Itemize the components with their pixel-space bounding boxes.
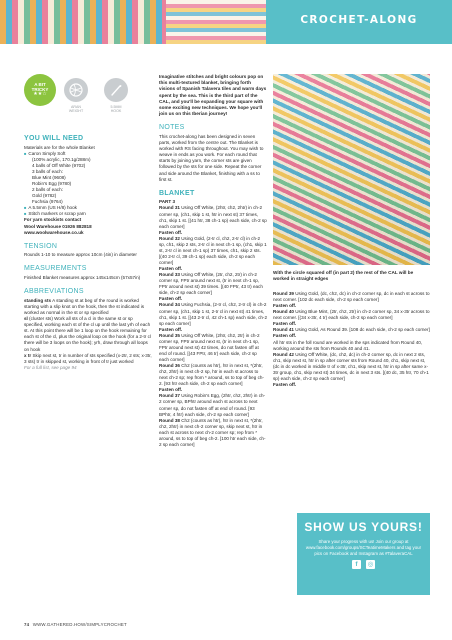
pattern-round: Fasten off. xyxy=(159,266,183,272)
pattern-round: Round 35 Using Off White, (2htr, ch2, 2tr) in ch-2 corner sp, FPtr around next st, (tr in next ch-1 sp, FPtr around next st) 42 times, do not fasten off at end of round. [(43 FPtr, 46 tr) each side, ch-2 sp each corner] xyxy=(159,332,260,363)
pattern-round: Fasten off. xyxy=(159,387,183,393)
pattern-round: Fasten off. xyxy=(159,229,183,235)
instagram-icon[interactable]: ◎ xyxy=(367,561,374,569)
pattern-round: Round 31 Using Off White, (2htr, ch2, 2htr) in ch-2 corner sp, (ch1, skip 1 st, htr in next st) 37 times, ch1, skip 1 st. [(41 htr, 38 ch-1 sp) each side, ch-2 sp each corner] xyxy=(159,205,267,229)
info-badges xyxy=(24,74,144,120)
page-number: 74 xyxy=(24,622,30,627)
pattern-round: Round 33 Using Off White, (2tr, ch2, 2tr) in ch-2 corner sp, FPtr around next st, (tr in next ch-1 sp, FPtr around next st) 39 times. [(40 FPtr, 43 tr) each side, ch-2 sp each corner] xyxy=(159,272,263,296)
pattern-round: Round 39 Using Gold, (dc, ch2, dc) in ch-2 corner sp, dc in each st across to next corner. [102 dc each side, ch-2 sp each corner] xyxy=(273,291,430,303)
facebook-icon[interactable]: f xyxy=(352,560,361,569)
pattern-round: Fasten off. xyxy=(273,381,297,387)
page-title: CROCHET-ALONG xyxy=(300,14,418,26)
pattern-rounds xyxy=(159,205,267,448)
pattern-round: Fasten off. xyxy=(159,326,183,332)
pattern-round: Round 34 Using Fuchsia, (2-tr cl, ch2, 2-tr cl) in ch-2 corner sp, (ch1, skip 1 st, 2-tr cl in next st) 41 times, ch1, skip 1 st. [(43 2-tr cl, 42 ch-1 sp) each side, ch-2 sp each corner] xyxy=(159,302,268,326)
photo-caption: With the circle squared off (in part 2) the rest of the CAL will be worked in straight edges xyxy=(273,270,414,282)
you-will-need-heading: YOU WILL NEED xyxy=(24,135,84,142)
stockist-name: Wool Warehouse 01926 882818 xyxy=(24,223,92,229)
pattern-round: Fasten off. xyxy=(273,333,297,339)
abbr-cluster: sl (cluster sts) Work all sts of a cl in the same st or sp specified, working each st of the cl up until the last yrh of each st. At this point there will be 1 loop on the hook remaining for each st of the cl, plus the original loop on the hook (for a 2-tr cl there will be 3 loops on the hook); yrh, draw through all loops on hook xyxy=(24,316,151,352)
pattern-round: Round 42 Using Off White, (dc, ch2, dc) in ch-2 corner sp, dc in next 2 sts, ch1, skip next st, htr in sp after corner sts from Round 40, ch1, skip next st, (dc in dc worked in middle tr of x-3tr, ch1, skip next st, htr in sp after same x-3tr group, ch1, skip next st) 34 times, dc in next 3 sts. [(40 dc, 35 htr, 70 ch-1 sp) each side, ch-2 sp each corner] xyxy=(273,351,429,381)
middle-column xyxy=(159,74,267,448)
right-column xyxy=(273,291,430,388)
abbr-standing: standing sts A standing st at beg of the round is worked starting with a slip knot on the hook, then the st indicated is worked as normal in the st or sp specified xyxy=(24,298,145,316)
left-column: YOU WILL NEED Materials are for the whole Blanket ■ Caron Simply Soft (100% acrylic, 170.1g/288m) 4 balls of Off White (9702) 3 balls of each: Blue Mint (9608) Robin's Egg (9780) 2 balls of each: Gold (9782) Fuchsia (9764) ■ A 5.5mm (US H/8) hook ■ Stitch markers or scrap yarn For yarn stockists contact Wool Warehouse 01926 882818 www.woolwarehouse.co.uk TENSION Rounds 1-10 to measure approx 10cm (4in) in diameter MEASUREMENTS Finished Blanket measures approx 145x145cm (57x57in) ABBREVIATIONS standing sts A standing st at beg of the round is worked starting with a slip knot on the hook, then the st indicated is worked as normal in the st or sp specified sl (cluster sts) Work all sts of a cl in the same st or sp specified, working each st of the cl up until the last yrh of each st. At this point there will be 1 loop on the hook remaining for each st of the cl, plus the original loop on the hook (for a 2-tr cl there will be 3 loops on the hook); yrh, draw through all loops on hook x tr Skip next st, tr in number of sts specified (x-2tr, 2 sts; x-3tr, 3 sts) tr in skipped st, working in front of tr just worked For a full list, see page 94 xyxy=(24,134,152,371)
markers-item: ■ Stitch markers or scrap yarn xyxy=(24,211,152,217)
pattern-round: All htr sts in the foll round are worked in the sps indicated from Round 40, working around the sts from Rounds 40 and 41. xyxy=(273,339,423,351)
abbreviations-heading: ABBREVIATIONS xyxy=(24,288,84,296)
yarn-weight-label: ARAN WEIGHT xyxy=(68,105,84,114)
pattern-round: Round 37 Using Robin's Egg, (2htr, ch2, 2htr) in ch-2 corner sp, BPhtr around each st across to next corner sp, do not fasten off at end of round. [93 BPhtr, 4 htr) each side, ch-2 sp each corner] xyxy=(159,393,266,417)
blanket-stripe-photo xyxy=(0,0,166,44)
full-list-note: For a full list, see page 94 xyxy=(24,364,77,370)
blanket-photo xyxy=(273,74,430,265)
notes-text: This crochet-along has been designed in seven parts, worked from the centre out. The Blanket is worked with RS facing throughout. You may wish to weave in ends as you work. For each round that starts by joining yarn, the corner sts are given followed by the sts for one side. Repeat the corner and side around the Blanket, finishing with a ss to first st. xyxy=(159,134,264,182)
pattern-round: Round 36 Ch2 (counts as htr), htr in next st, *(2htr, ch2, 2htr) in next ch-2 sp, htr in each st across to next ch-2 sp; rep from * around, ss to top of beg ch-2. [93 htr each side, ch-2 sp each corner] xyxy=(159,363,264,387)
stockist-website: www.woolwarehouse.co.uk xyxy=(24,229,84,235)
skill-level-badge: A BIT TRICKY ★★☆ xyxy=(24,74,56,106)
hook-size-label: 5.5MM HOOK xyxy=(110,105,122,114)
header-banner xyxy=(0,0,452,44)
social-icons xyxy=(297,560,430,569)
show-us-text: Share your progress with us! Join our group at www.facebook.com/groups/SCTeatimeMakers and tag your pics on Facebook and Instagram as #TalaveraCAL xyxy=(305,538,422,557)
pattern-round: Fasten off. xyxy=(273,303,297,309)
hook-item: ■ A 5.5mm (US H/8) hook xyxy=(24,205,152,211)
tension-heading: TENSION xyxy=(24,242,58,250)
blanket-heading: BLANKET xyxy=(159,189,195,197)
yarn-item: ■ Caron Simply Soft xyxy=(24,151,152,157)
pattern-round: Round 41 Using Gold, As Round 39. [108 dc each side, ch-2 sp each corner] xyxy=(273,327,430,333)
pattern-rounds-continued xyxy=(273,291,430,388)
show-us-heading: SHOW US YOURS! xyxy=(304,520,423,534)
pattern-round: Round 32 Using Gold, (2-tr cl, ch2, 2-tr cl) in ch-2 sp, ch1, skip 2 sts, 2-tr cl in next ch-1 sp, (ch1, skip 1 st, 2-tr cl in next ch-1 sp) 37 times, ch1, skip 2 sts. [(40 2-tr cl, 39 ch-1 sp) each side, ch-2 sp each corner] xyxy=(159,235,267,266)
part-label: PART 3 xyxy=(159,199,175,205)
measurements-heading: MEASUREMENTS xyxy=(24,265,87,273)
yarn-ball-icon xyxy=(64,78,88,102)
intro-paragraph: Imaginative stitches and bright colours pop on this multi-textured blanket, bringing forth visions of Spanish Talavera tiles and warm days spent by the sea. This is the third part of the CAL, and you'll be expanding your square with some exciting new techniques. We hope you'll join us on this Iberian journey! xyxy=(159,74,267,117)
show-us-box xyxy=(297,513,430,595)
notes-heading: NOTES xyxy=(159,124,185,132)
pattern-round: Fasten off. xyxy=(159,296,183,302)
page-footer xyxy=(24,622,127,628)
pattern-round: Round 40 Using Blue Mint, (2tr, ch2, 2tr) in ch-2 corner sp, 34 x-3tr across to next corner. [(34 x-3tr, 4 tr) each side, ch-2 sp each corner] xyxy=(273,309,430,321)
pattern-round: Fasten off. xyxy=(273,321,297,327)
rating-stars: ★★☆ xyxy=(33,91,47,98)
crochet-hook-icon xyxy=(104,78,128,102)
pattern-round: Round 38 Ch2 (counts as htr), htr in next st, *(2htr, ch2, 2htr) in next ch-2 corner sp, skip next st, htr in each st across to next ch-2 corner sp; rep from * around, ss to top of beg ch-2. [100 htr each side, ch-2 sp each corner] xyxy=(159,417,266,447)
abbr-skip: x tr Skip next st, tr in number of sts specified (x-2tr, 2 sts; x-3tr, 3 sts) tr in skipped st, working in front of tr just worked xyxy=(24,352,152,364)
footer-url: WWW.GATHERED.HOW/SIMPLYCROCHET xyxy=(32,622,127,627)
blanket-detail-photo xyxy=(166,0,266,44)
